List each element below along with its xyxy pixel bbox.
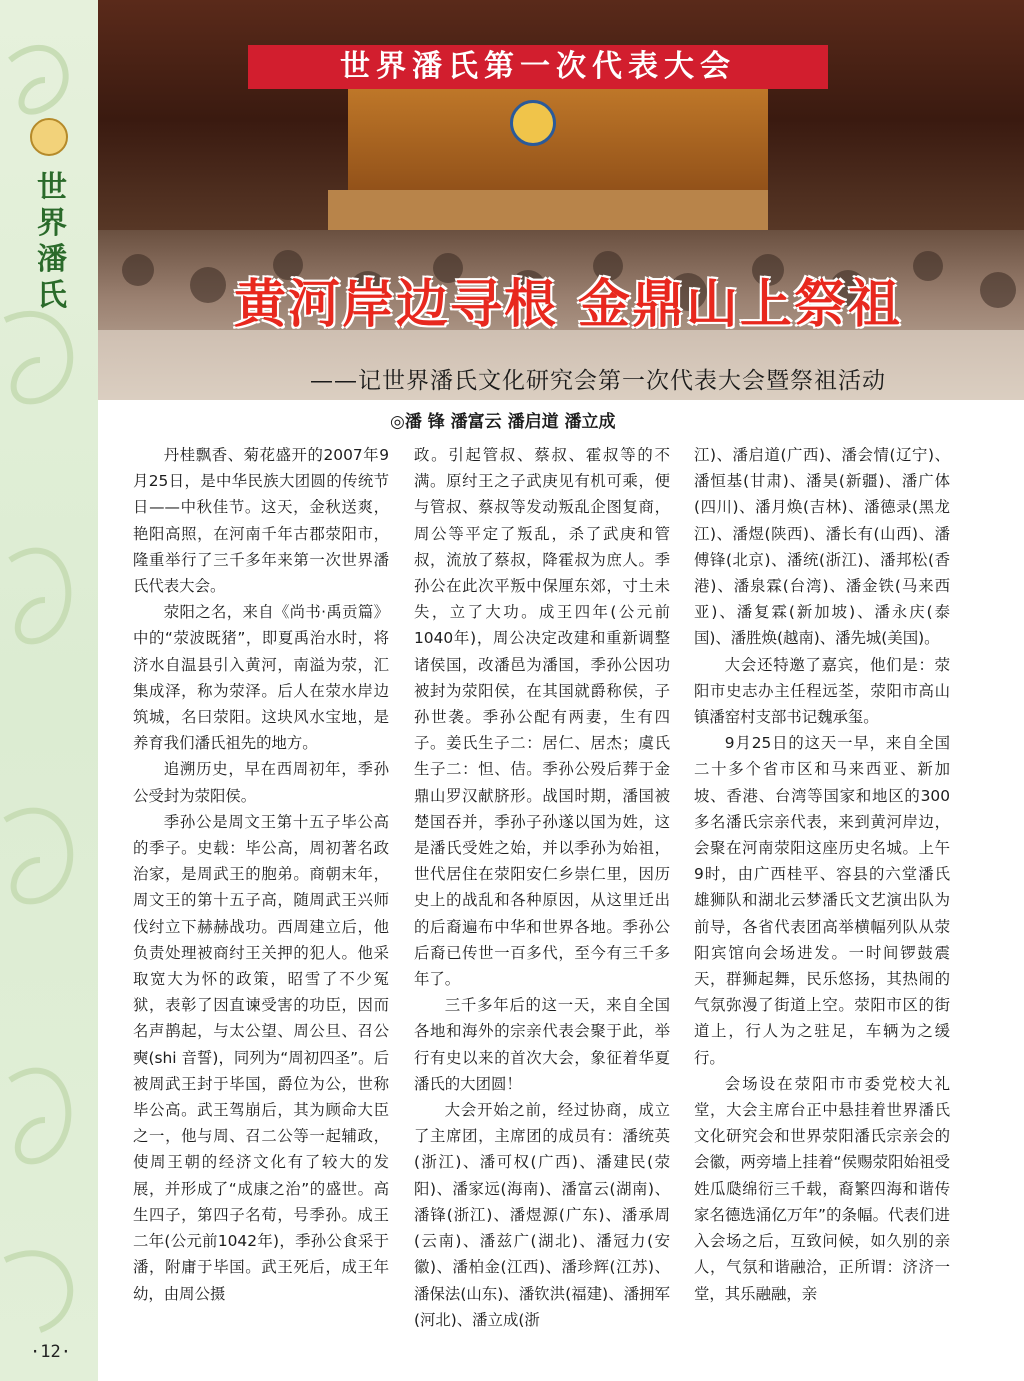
sidebar-title: 世界潘氏 [37, 170, 67, 313]
paragraph: 大会开始之前，经过协商，成立了主席团，主席团的成员有：潘统英(浙江)、潘可权(广西)、潘建民(荥阳)、潘家远(海南)、潘富云(湖南)、潘锋(浙江)、潘煜源(广东)、潘承周(云南)、潘兹广(湖北)、潘冠力(安徽)、潘柏金(江西)、潘珍辉(江苏)、潘保法(山东)、潘钦洪(福建)、潘拥军(河北)、潘立成(浙 [414, 1101, 670, 1329]
conference-emblem-icon [510, 100, 556, 146]
society-logo-icon [30, 118, 68, 156]
article-subheadline: ——记世界潘氏文化研究会第一次代表大会暨祭祖活动 [310, 368, 886, 394]
article-column-2 [414, 442, 670, 1329]
paragraph: 三千多年后的这一天，来自全国各地和海外的宗亲代表会聚于此，举行有史以来的首次大会，象征着华夏潘氏的大团圆！ [414, 996, 670, 1093]
conference-banner: 世界潘氏第一次代表大会 [248, 45, 828, 89]
paragraph: 江)、潘启道(广西)、潘会情(辽宁)、潘恒基(甘肃)、潘昊(新疆)、潘广体(四川)、潘月焕(吉林)、潘德录(黑龙江)、潘煜(陕西)、潘长有(山西)、潘傅锋(北京)、潘统(浙江)、潘邦松(香港)、潘泉霖(台湾)、潘金铁(马来西亚)、潘复霖(新加坡)、潘永庆(泰国)、潘胜焕(越南)、潘先城(美国)。 [694, 446, 950, 648]
presidium-table [328, 190, 768, 230]
article-column-3 [694, 442, 950, 1322]
paragraph: 追溯历史，早在西周初年，季孙公受封为荥阳侯。 [133, 760, 389, 805]
paragraph: 9月25日的这天一早，来自全国二十多个省市区和马来西亚、新加坡、香港、台湾等国家和地区的300多名潘氏宗亲代表，来到黄河岸边，会聚在河南荥阳这座历史名城。上午9时，由广西桂平、容县的六堂潘氏雄狮队和湖北云梦潘氏文艺演出队为前导，各省代表团高举横幅列队从荥阳宾馆向会场进发。一时间锣鼓震天，群狮起舞，民乐悠扬，其热闹的气氛弥漫了街道上空。荥阳市区的街道上，行人为之驻足，车辆为之缓行。 [694, 734, 950, 1067]
decorative-sidebar [0, 0, 98, 1381]
page-number: ·12· [30, 1342, 71, 1362]
paragraph: 大会还特邀了嘉宾，他们是：荥阳市史志办主任程远荃，荥阳市高山镇潘窑村支部书记魏承玺。 [694, 655, 950, 727]
paragraph: 季孙公是周文王第十五子毕公高的季子。史载：毕公高，周初著名政治家，是周武王的胞弟。商朝末年，周文王的第十五子高，随周武王兴师伐纣立下赫赫战功。西周建立后，他负责处理被商纣王关押的犯人。他采取宽大为怀的政策，昭雪了不少冤狱，表彰了因直谏受害的功臣，因而名声鹊起，与太公望、周公旦、召公奭(shi 音誓)，同列为“周初四圣”。后被周武王封于毕国，爵位为公，世称毕公高。武王驾崩后，其为顾命大臣之一，他与周、召二公等一起辅政，使周王朝的经济文化有了较大的发展，并形成了“成康之治”的盛世。高生四子，第四子名荀，号季孙。成王二年(公元前1042年)，季孙公食采于潘，附庸于毕国。武王死后，成王年幼，由周公摄 [133, 812, 389, 1303]
paragraph: 丹桂飘香、菊花盛开的2007年9月25日，是中华民族大团圆的传统节日——中秋佳节。这天，金秋送爽，艳阳高照，在河南千年古郡荥阳市，隆重举行了三千多年来第一次世界潘氏代表大会。 [133, 446, 389, 596]
article-column-1 [133, 442, 389, 1322]
author-byline: ◎潘 锋 潘富云 潘启道 潘立成 [390, 412, 616, 432]
conference-hall-photo [98, 0, 1024, 400]
stage-backdrop [348, 80, 768, 200]
paragraph: 政。引起管叔、蔡叔、霍叔等的不满。原纣王之子武庚见有机可乘，便与管叔、蔡叔等发动叛乱企图复商，周公等平定了叛乱，杀了武庚和管叔，流放了蔡叔，降霍叔为庶人。季孙公在此次平叛中保厘东郊，寸土未失，立了大功。成王四年(公元前1040年)，周公决定改建和重新调整诸侯国，改潘邑为潘国，季孙公因功被封为荥阳侯，在其国就爵称侯，子孙世袭。季孙公配有两妻，生有四子。姜氏生子二：居仁、居杰；虞氏生子二：怛、佶。季孙公殁后葬于金鼎山罗汉献脐形。战国时期，潘国被楚国吞并，季孙子孙遂以国为姓，这是潘氏受姓之始，并以季孙为始祖，世代居住在荥阳安仁乡崇仁里，因历史上的战乱和各种原因，从这里迁出的后裔遍布中华和世界各地。季孙公后裔已传世一百多代，至今有三千多年了。 [414, 446, 670, 989]
paragraph: 会场设在荥阳市市委党校大礼堂，大会主席台正中悬挂着世界潘氏文化研究会和世界荥阳潘氏宗亲会的会徽，两旁墙上挂着“侯赐荥阳始祖受姓瓜瓞绵衍三千载，裔繁四海和谐传家名德选涌亿万年”的条幅。代表们进入会场之后，互致问候，如久别的亲人，气氛和谐融洽，正所谓：济济一堂，其乐融融，亲 [694, 1074, 950, 1303]
article-headline: 黄河岸边寻根 金鼎山上祭祖 [233, 275, 903, 335]
paragraph: 荥阳之名，来自《尚书·禹贡篇》中的“荥波既猪”，即夏禹治水时，将济水自温县引入黄河，南溢为荥，汇集成泽，称为荥泽。后人在荥水岸边筑城，名曰荥阳。这块风水宝地，是养育我们潘氏祖先的地方。 [133, 603, 389, 753]
